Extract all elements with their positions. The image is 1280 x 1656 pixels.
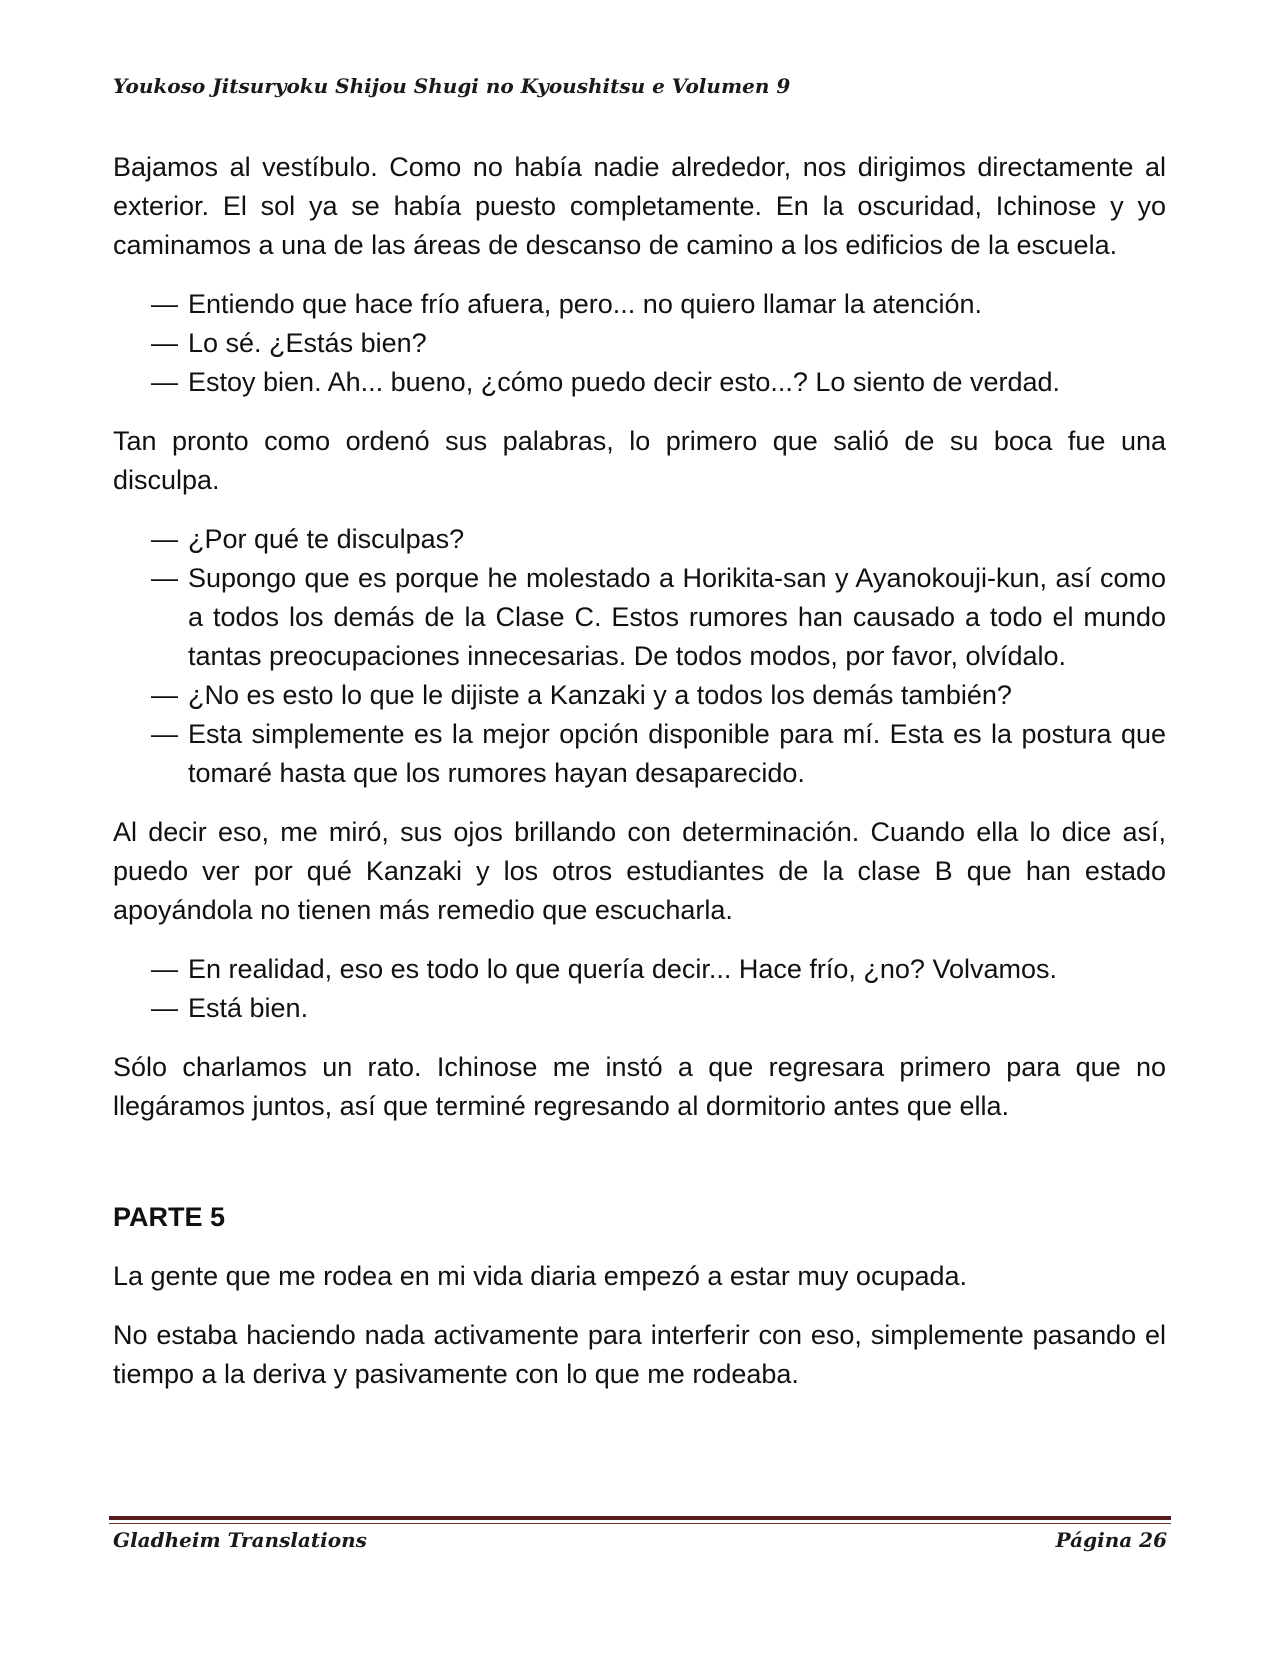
paragraph: Al decir eso, me miró, sus ojos brillando con determinación. Cuando ella lo dice así, puedo ver por qué Kanzaki y los otros estudiantes de la clase B que han estado apoyándola no tienen más remedio que escucharla. [113, 817, 1166, 925]
dialogue-text: Entiendo que hace frío afuera, pero... no quiero llamar la atención. [188, 289, 983, 319]
dialogue-line [151, 676, 1166, 715]
section-heading: PARTE 5 [113, 1202, 226, 1232]
page-body [113, 148, 1166, 1414]
dialogue-text: ¿No es esto lo que le dijiste a Kanzaki y a todos los demás también? [188, 680, 1012, 710]
dialogue-line [151, 989, 1166, 1028]
dialogue-dash: — [151, 524, 178, 554]
dialogue-text: Lo sé. ¿Estás bien? [188, 328, 427, 358]
paragraph: No estaba haciendo nada activamente para interferir con eso, simplemente pasando el tiempo a la deriva y pasivamente con lo que me rodeaba. [113, 1320, 1166, 1389]
dialogue-block [151, 520, 1166, 793]
dialogue-dash: — [151, 289, 178, 319]
footer-credit: Gladheim Translations [113, 1528, 367, 1552]
dialogue-line [151, 950, 1166, 989]
dialogue-dash: — [151, 328, 178, 358]
dialogue-dash: — [151, 719, 178, 749]
dialogue-dash: — [151, 367, 178, 397]
dialogue-text: Estoy bien. Ah... bueno, ¿cómo puedo decir esto...? Lo siento de verdad. [188, 367, 1061, 397]
dialogue-dash: — [151, 680, 178, 710]
dialogue-line [151, 324, 1166, 363]
dialogue-text: Está bien. [188, 993, 309, 1023]
dialogue-text: En realidad, eso es todo lo que quería decir... Hace frío, ¿no? Volvamos. [188, 954, 1058, 984]
dialogue-line [151, 715, 1166, 793]
dialogue-line [151, 559, 1166, 676]
dialogue-dash: — [151, 563, 178, 593]
paragraph: Sólo charlamos un rato. Ichinose me instó a que regresara primero para que no llegáramos juntos, así que terminé regresando al dormitorio antes que ella. [113, 1052, 1166, 1121]
paragraph: Tan pronto como ordenó sus palabras, lo primero que salió de su boca fue una disculpa. [113, 426, 1166, 495]
dialogue-block [151, 950, 1166, 1028]
dialogue-dash: — [151, 993, 178, 1023]
paragraph: La gente que me rodea en mi vida diaria empezó a estar muy ocupada. [113, 1261, 968, 1291]
paragraph: Bajamos al vestíbulo. Como no había nadie alrededor, nos dirigimos directamente al exterior. El sol ya se había puesto completamente. En la oscuridad, Ichinose y yo caminamos a una de las áreas de descanso de camino a los edificios de la escuela. [113, 152, 1166, 260]
page-number: Página 26 [1055, 1528, 1167, 1552]
header-title: Youkoso Jitsuryoku Shijou Shugi no Kyoushitsu e Volumen 9 [113, 74, 791, 98]
dialogue-dash: — [151, 954, 178, 984]
dialogue-line [151, 285, 1166, 324]
dialogue-block [151, 285, 1166, 402]
dialogue-text: Supongo que es porque he molestado a Horikita-san y Ayanokouji-kun, así como a todos los demás de la Clase C. Estos rumores han causado a todo el mundo tantas preocupaciones innecesarias. De todos modos, por favor, olvídalo. [188, 563, 1166, 671]
footer-rule-thin [109, 1523, 1171, 1524]
dialogue-text: Esta simplemente es la mejor opción disponible para mí. Esta es la postura que tomaré hasta que los rumores hayan desaparecido. [188, 719, 1166, 788]
dialogue-line [151, 363, 1166, 402]
footer-rule [109, 1516, 1171, 1520]
dialogue-line [151, 520, 1166, 559]
dialogue-text: ¿Por qué te disculpas? [188, 524, 465, 554]
